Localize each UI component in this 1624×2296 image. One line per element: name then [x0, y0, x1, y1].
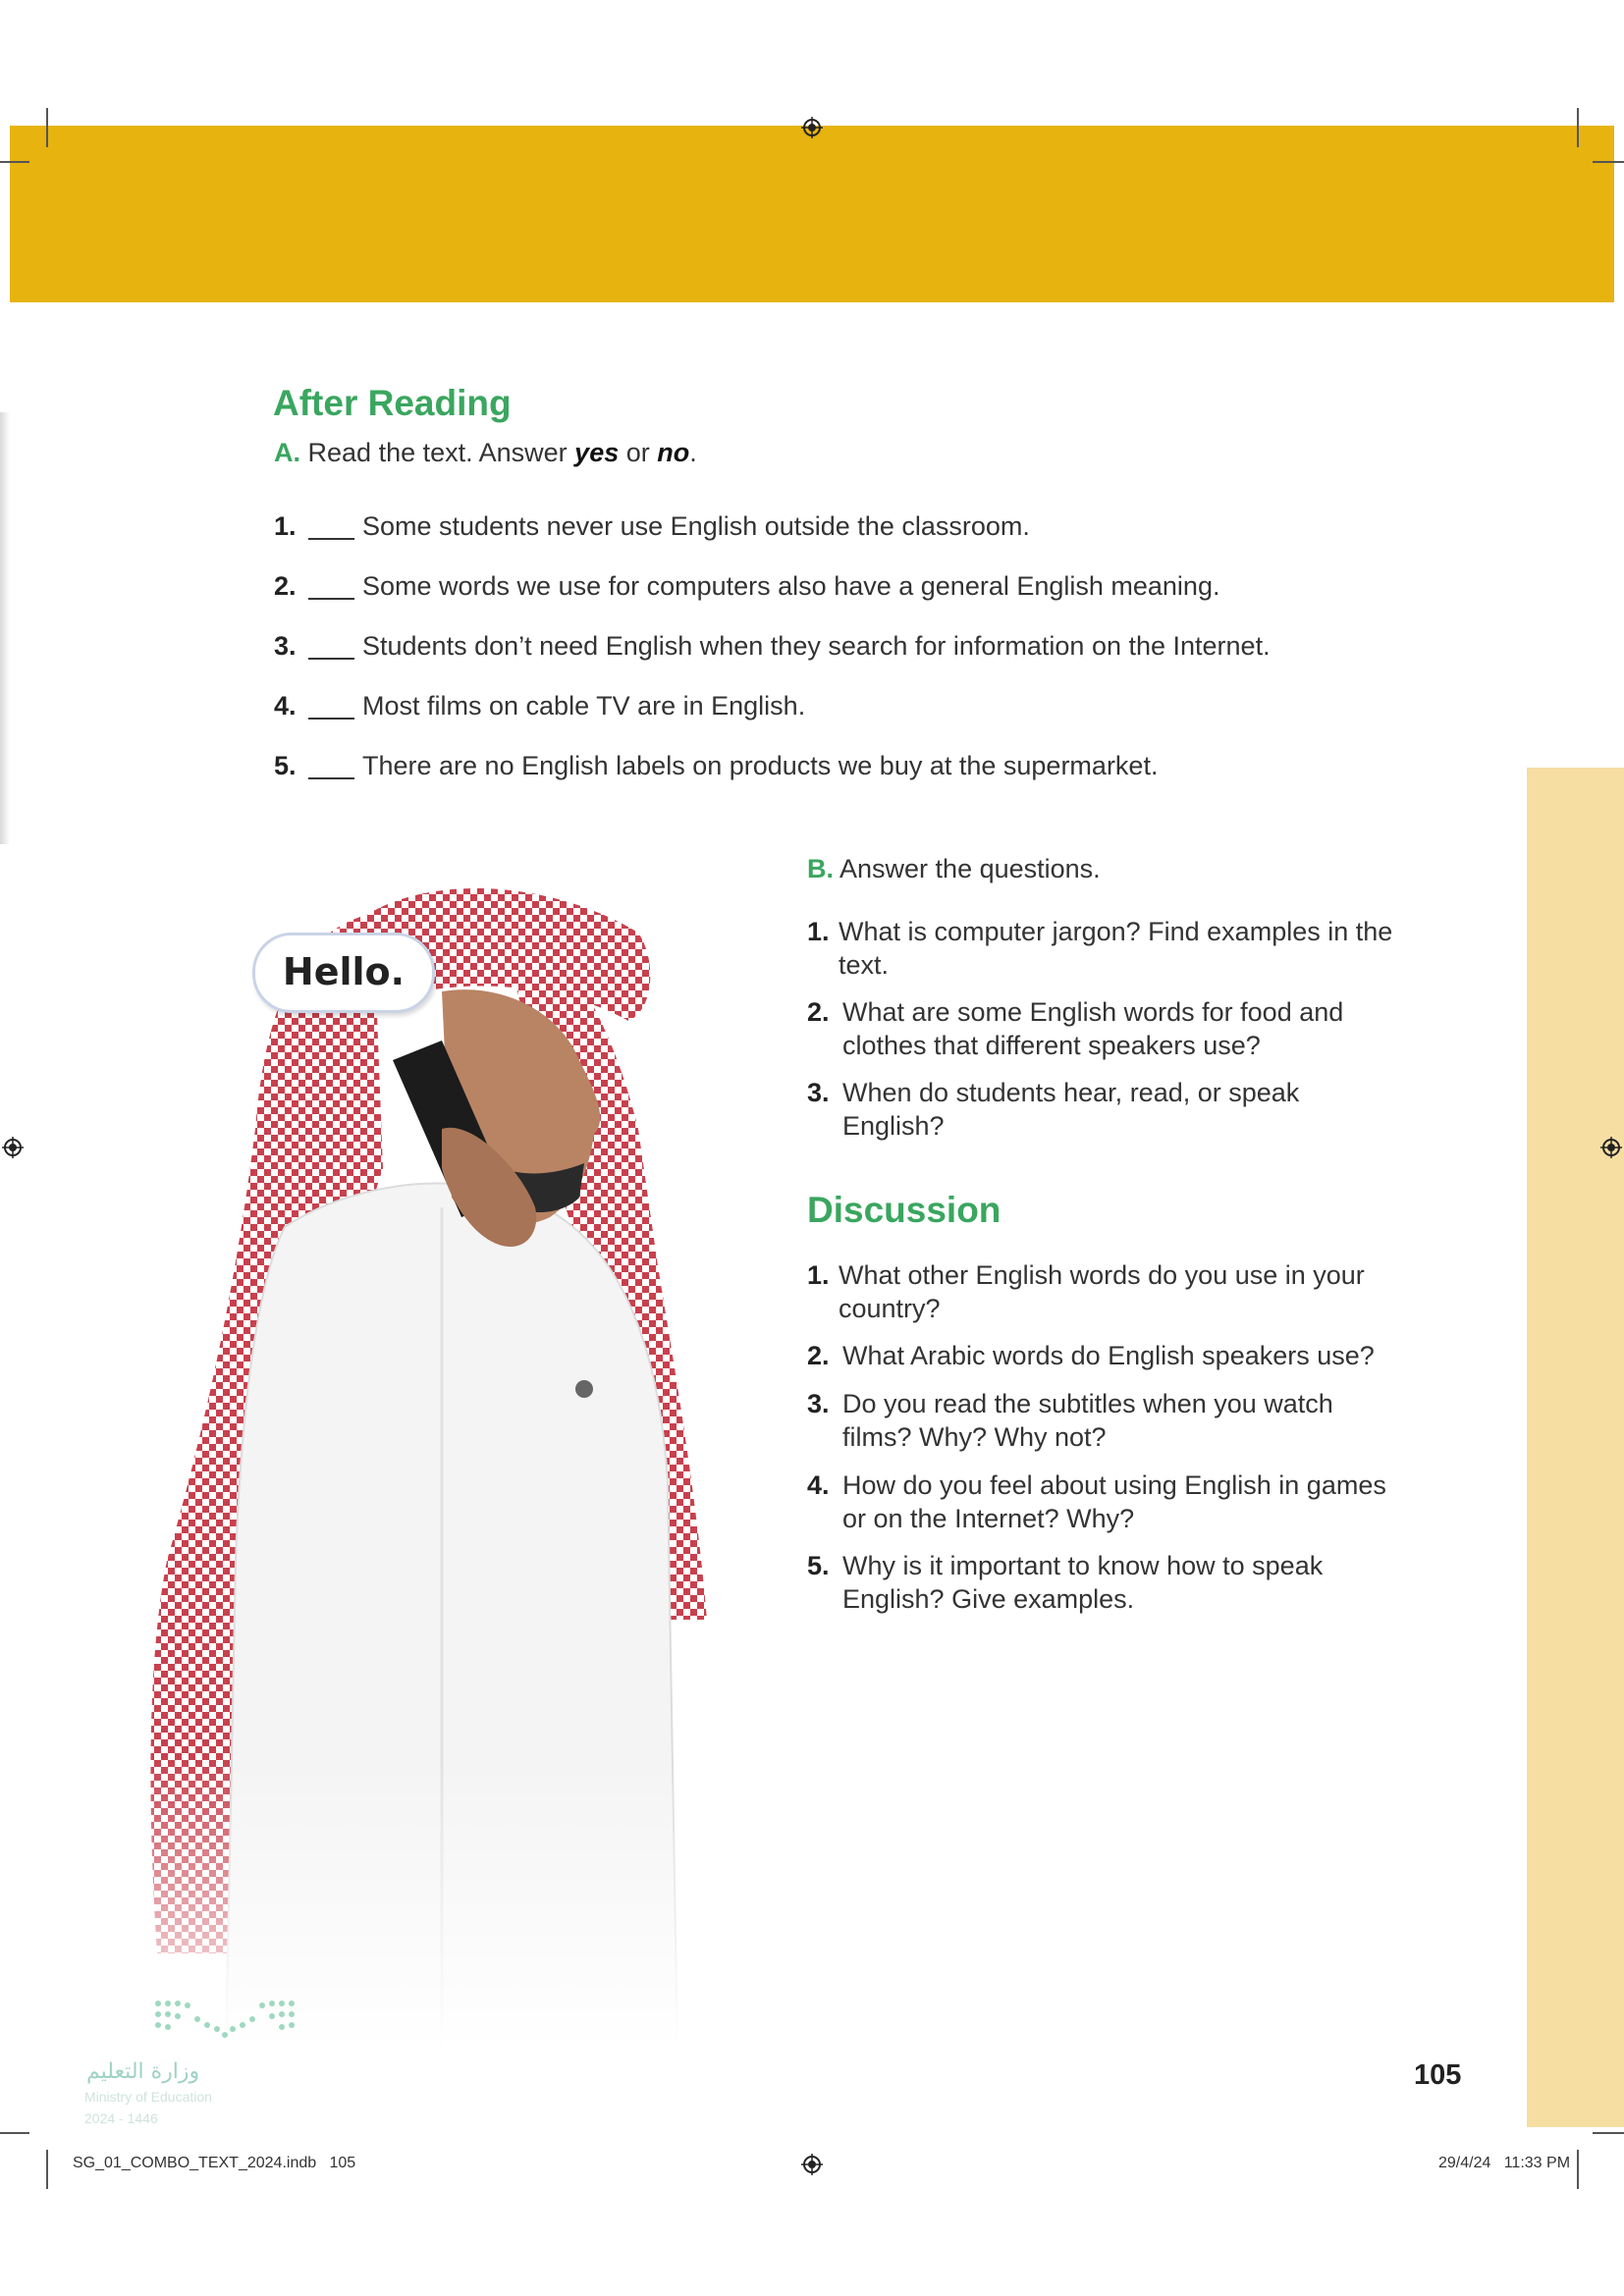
question-number: 4.	[807, 1470, 830, 1500]
section-b-letter: B.	[807, 854, 834, 883]
no-word: no	[657, 438, 690, 467]
question-text: What Arabic words do English speakers use?	[842, 1341, 1375, 1370]
question-number: 1.	[807, 1260, 830, 1290]
item-number: 3.	[274, 631, 297, 661]
item-number: 1.	[274, 511, 297, 541]
crop-mark	[1593, 161, 1624, 163]
instruction-end: .	[689, 438, 697, 467]
crop-mark	[0, 161, 29, 163]
instruction-text: Read the text. Answer	[307, 438, 575, 467]
header-band	[10, 126, 1614, 302]
section-a-letter: A.	[274, 438, 300, 467]
question-text: When do students hear, read, or speak English?	[842, 1078, 1300, 1141]
question-number: 3.	[807, 1389, 830, 1418]
crop-mark	[46, 2150, 48, 2189]
item-number: 2.	[274, 571, 297, 601]
item-text: There are no English labels on products we buy at the supermarket.	[362, 751, 1159, 780]
after-reading-heading: After Reading	[273, 383, 512, 423]
page-edge-shadow	[0, 412, 10, 844]
crop-mark	[1577, 2150, 1579, 2189]
speech-bubble: Hello.	[252, 933, 435, 1013]
crop-mark	[1577, 108, 1579, 147]
section-b-text: Answer the questions.	[839, 854, 1101, 883]
ministry-logo-icon	[153, 1998, 297, 2043]
question-text: How do you feel about using English in games or on the Internet? Why?	[842, 1470, 1386, 1533]
page-number: 105	[1414, 2059, 1462, 2091]
answer-blank[interactable]	[308, 777, 354, 779]
discussion-heading: Discussion	[807, 1190, 1001, 1230]
logo-year-text: 2024 - 1446	[84, 2110, 158, 2126]
answer-blank[interactable]	[308, 538, 354, 540]
question-text: What are some English words for food and clothes that different speakers use?	[842, 997, 1344, 1060]
question-text: Why is it important to know how to speak English? Give examples.	[842, 1551, 1324, 1614]
instruction-or: or	[619, 438, 658, 467]
answer-blank[interactable]	[308, 718, 354, 720]
man-on-phone-illustration	[147, 874, 756, 2052]
footer-file-slug: SG_01_COMBO_TEXT_2024.indb 105	[73, 2155, 356, 2171]
question-number: 5.	[807, 1551, 830, 1580]
question-number: 2.	[807, 997, 830, 1027]
registration-mark-icon	[801, 117, 823, 138]
footer-date: 29/4/24 11:33 PM	[1438, 2155, 1571, 2171]
registration-mark-icon	[1600, 1137, 1622, 1158]
question-text: What other English words do you use in your country?	[839, 1260, 1365, 1323]
item-number: 4.	[274, 691, 297, 721]
yes-word: yes	[574, 438, 620, 467]
crop-mark	[1593, 2132, 1624, 2134]
question-number: 2.	[807, 1341, 830, 1370]
section-b-instruction	[807, 854, 1101, 884]
logo-arabic-text: وزارة التعليم	[86, 2059, 200, 2084]
side-band	[1527, 768, 1624, 2127]
answer-blank[interactable]	[308, 598, 354, 600]
crop-mark	[0, 2132, 29, 2134]
question-text: What is computer jargon? Find examples in the text.	[839, 917, 1393, 980]
section-a-instruction	[274, 438, 697, 468]
question-number: 1.	[807, 917, 830, 946]
answer-blank[interactable]	[308, 658, 354, 660]
crop-mark	[46, 108, 48, 147]
item-text: Some words we use for computers also have a general English meaning.	[362, 571, 1220, 601]
item-text: Some students never use English outside the classroom.	[362, 511, 1030, 541]
registration-mark-icon	[2, 1137, 24, 1158]
logo-english-text: Ministry of Education	[84, 2089, 212, 2105]
item-text: Students don’t need English when they search for information on the Internet.	[362, 631, 1271, 661]
item-text: Most films on cable TV are in English.	[362, 691, 806, 721]
item-number: 5.	[274, 751, 297, 780]
registration-mark-icon	[801, 2154, 823, 2175]
question-number: 3.	[807, 1078, 830, 1107]
question-text: Do you read the subtitles when you watch films? Why? Why not?	[842, 1389, 1333, 1452]
